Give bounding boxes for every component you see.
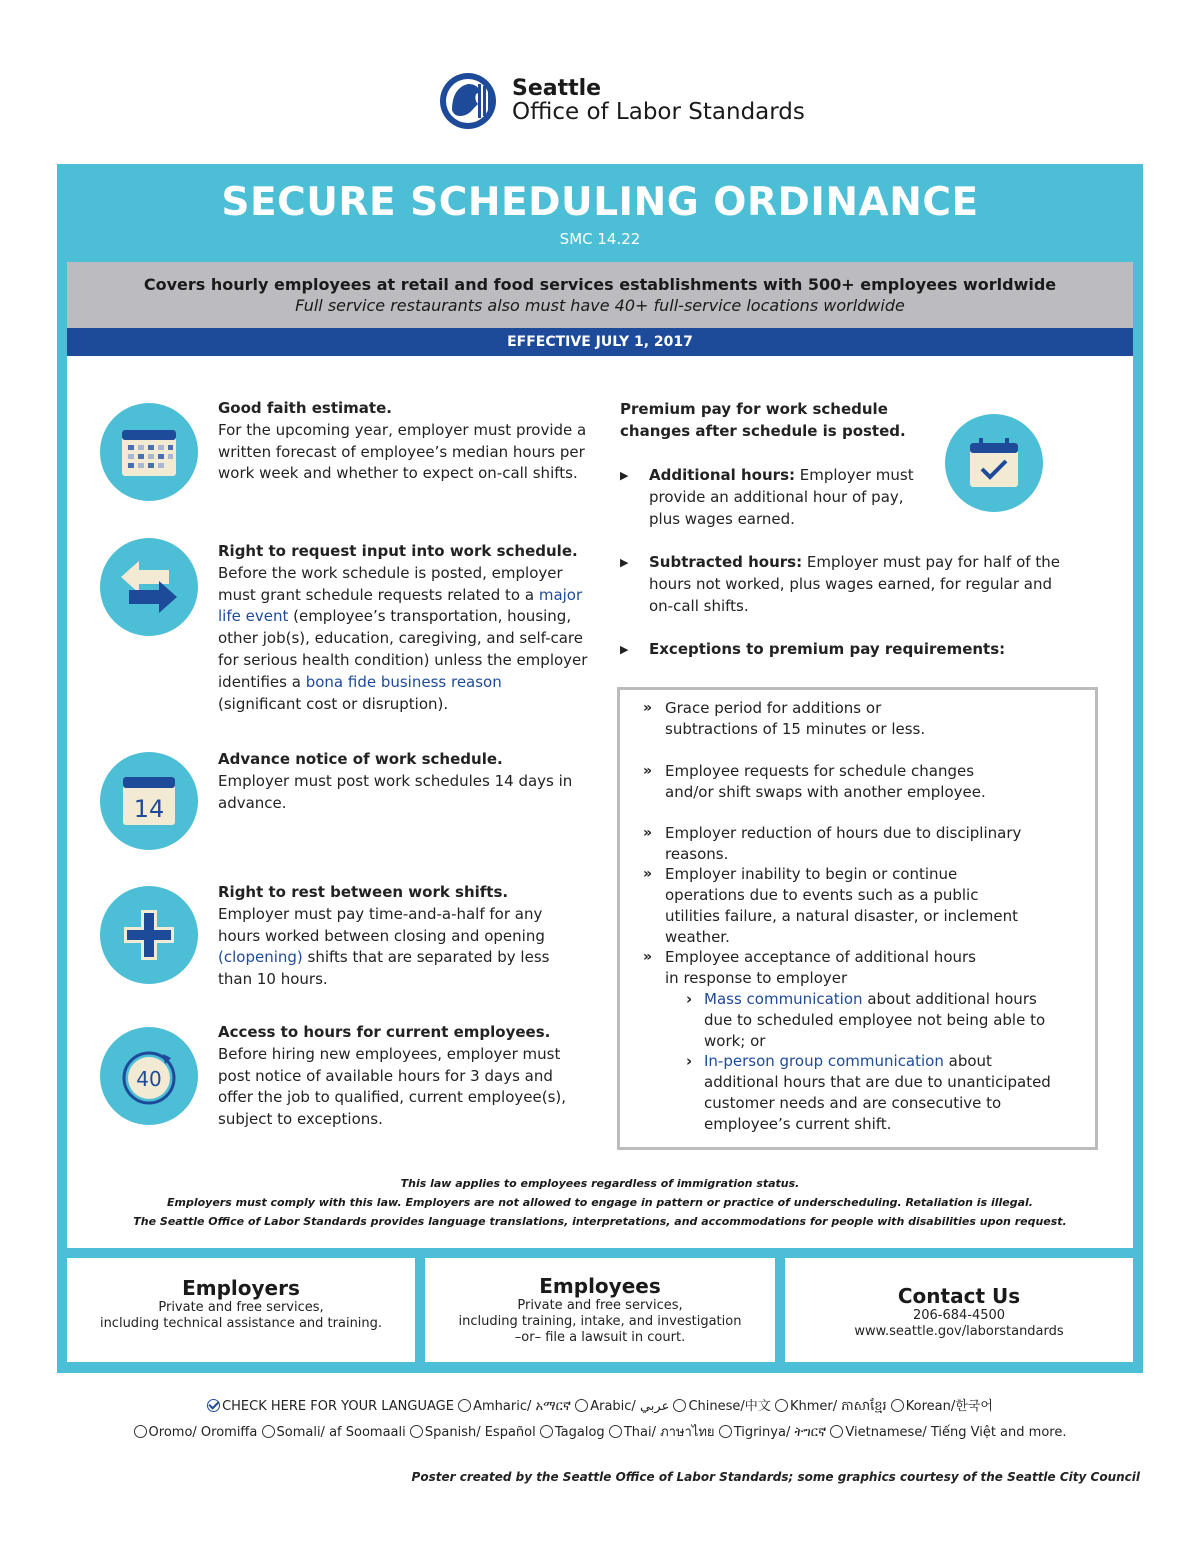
legal-notes — [67, 1174, 1133, 1231]
sub-exception-text: about additional hours due to scheduled employee not being able to work; or — [704, 990, 1046, 1050]
language-radio[interactable] — [891, 1399, 904, 1412]
calendar-14-icon — [121, 773, 177, 829]
language-radio[interactable] — [458, 1399, 471, 1412]
swap-arrows-icon — [117, 557, 181, 617]
right-body: For the upcoming year, employer must provide a written forecast of employee’s median hours per work week and whether to expect on-call shifts. — [218, 420, 587, 483]
right-body: Employer must post work schedules 14 days in advance. — [218, 771, 573, 812]
in-person-group-communication-link[interactable]: In-person group communication — [704, 1052, 944, 1070]
right-body-part: (significant cost or disruption). — [218, 694, 449, 713]
language-radio[interactable] — [134, 1425, 147, 1438]
coverage-line1: Covers hourly employees at retail and food services establishments with 500+ employees worldwide — [143, 275, 1057, 294]
calendar-14-icon-circle — [100, 752, 198, 850]
employees-line3: –or– file a lawsuit in court. — [514, 1330, 686, 1345]
language-option: Amharic/ አማርኛ — [473, 1399, 572, 1414]
calendar-grid-icon — [120, 426, 178, 478]
language-option: Korean/한국어 — [905, 1399, 993, 1414]
chevron-right-icon: › — [686, 1052, 693, 1070]
right-heading: Access to hours for current employees. — [218, 1023, 551, 1041]
calendar-check-icon — [968, 437, 1020, 489]
org-name-line2: Office of Labor Standards — [512, 99, 805, 126]
premium-pay-heading: Premium pay for work schedule changes after schedule is posted. — [620, 400, 906, 440]
seattle-seal-icon — [438, 70, 498, 132]
note-line: The Seattle Office of Labor Standards provides language translations, interpretations, and accommodations for people with disabilities upon request. — [133, 1215, 1067, 1228]
exception-text: Employee acceptance of additional hours in response to employer — [665, 948, 976, 987]
calendar-check-icon-circle — [945, 414, 1043, 512]
right-body-part: (employee’s transportation, housing, other job(s), education, caregiving, and self-care for serious health condition) unless the employer identifies a — [218, 607, 588, 691]
contact-phone: 206-684-4500 — [912, 1308, 1006, 1323]
calendar-day-number: 14 — [133, 795, 165, 823]
right-heading: Good faith estimate. — [218, 399, 392, 417]
language-option: Chinese/中文 — [688, 1399, 771, 1414]
language-radio[interactable] — [719, 1425, 732, 1438]
double-chevron-icon: » — [643, 763, 653, 779]
language-option: Vietnamese/ Tiếng Việt and more. — [845, 1425, 1067, 1440]
premium-bullet-additional-hours — [620, 465, 920, 530]
exception-item — [643, 698, 973, 740]
major-life-event-link[interactable]: major life event — [218, 585, 583, 626]
right-body: Before hiring new employees, employer must post notice of available hours for 3 days and offer the job to qualified, current employee(s), subject to exceptions. — [218, 1044, 567, 1129]
employees-box — [425, 1258, 775, 1362]
plus-icon — [122, 908, 176, 962]
swap-arrows-icon-circle — [100, 538, 198, 636]
effective-date-band: EFFECTIVE JULY 1, 2017 — [67, 328, 1133, 356]
contact-url[interactable]: www.seattle.gov/laborstandards — [854, 1324, 1064, 1339]
bullet-label: Additional hours: — [649, 466, 795, 484]
language-radio[interactable] — [410, 1425, 423, 1438]
language-radio[interactable] — [775, 1399, 788, 1412]
sub-exception-text: about additional hours that are due to unanticipated customer needs and are consecutive to employee’s current shift. — [704, 1052, 1051, 1133]
clopening-link[interactable]: (clopening) — [218, 948, 303, 967]
premium-bullet-subtracted-hours — [620, 552, 1070, 617]
premium-bullet-exceptions — [620, 639, 1070, 661]
triangle-bullet-icon: ▶ — [620, 643, 629, 656]
right-access-to-hours — [218, 1022, 588, 1131]
page-title: SECURE SCHEDULING ORDINANCE — [221, 180, 979, 225]
triangle-bullet-icon: ▶ — [620, 469, 629, 482]
language-radio[interactable] — [609, 1425, 622, 1438]
bullet-label: Subtracted hours: — [649, 553, 803, 571]
language-radio[interactable] — [540, 1425, 553, 1438]
exception-item — [643, 823, 1088, 865]
calendar-grid-icon-circle — [100, 403, 198, 501]
right-body-part: shifts that are separated by less than 10 hours. — [218, 948, 550, 989]
coverage-line2: Full service restaurants also must have 40+ full-service locations worldwide — [295, 296, 905, 315]
language-row-2 — [0, 1421, 1200, 1442]
language-option: Spanish/ Español — [424, 1425, 536, 1440]
double-chevron-icon: » — [643, 949, 653, 965]
language-option: Oromo/ Oromiffa — [148, 1425, 258, 1440]
mass-communication-link[interactable]: Mass communication — [704, 990, 863, 1008]
exception-text: Employer reduction of hours due to disciplinary reasons. — [665, 824, 1022, 863]
contact-heading: Contact Us — [897, 1284, 1021, 1308]
bullet-text: Employer must provide an additional hour of pay, plus wages earned. — [649, 466, 914, 528]
exception-item — [643, 947, 983, 989]
sub-exception-item — [686, 989, 1046, 1052]
timer-40-icon-circle — [100, 1027, 198, 1125]
double-chevron-icon: » — [643, 866, 653, 882]
language-option: Khmer/ ភាសាខ្មែរ — [789, 1399, 887, 1414]
exception-item — [643, 864, 1033, 948]
timer-number: 40 — [136, 1067, 162, 1091]
right-heading: Right to request input into work schedule. — [218, 542, 578, 560]
ordinance-code: SMC 14.22 — [559, 230, 641, 248]
bona-fide-business-reason-link[interactable]: bona fide business reason — [305, 672, 502, 691]
exception-text: Grace period for additions or subtractions of 15 minutes or less. — [665, 699, 926, 738]
employees-line2: including training, intake, and investigation — [458, 1314, 742, 1329]
language-radio[interactable] — [673, 1399, 686, 1412]
note-line: This law applies to employees regardless of immigration status. — [400, 1177, 800, 1190]
sub-exception-item — [686, 1051, 1061, 1135]
contact-box — [785, 1258, 1133, 1362]
employers-line2: including technical assistance and training. — [99, 1316, 383, 1331]
coverage-band — [67, 262, 1133, 328]
employers-heading: Employers — [182, 1276, 300, 1300]
exception-item — [643, 761, 988, 803]
right-heading: Advance notice of work schedule. — [218, 750, 503, 768]
poster-credit: Poster created by the Seattle Office of Labor Standards; some graphics courtesy of the Seattle City Council — [411, 1470, 1140, 1484]
employers-box — [67, 1258, 415, 1362]
org-name-line1: Seattle — [512, 76, 602, 102]
note-line: Employers must comply with this law. Employers are not allowed to engage in pattern or practice of underscheduling. Retaliation is illegal. — [167, 1196, 1033, 1209]
language-option: Thai/ ภาษาไทย — [623, 1425, 715, 1440]
org-logo — [438, 70, 805, 132]
timer-40-icon — [119, 1046, 179, 1106]
language-option: Arabic/ عربي — [590, 1399, 670, 1414]
check-language-label: CHECK HERE FOR YOUR LANGUAGE — [222, 1399, 454, 1414]
chevron-right-icon: › — [686, 990, 693, 1008]
exception-text: Employee requests for schedule changes and/or shift swaps with another employee. — [665, 762, 986, 801]
language-row-1 — [0, 1395, 1200, 1417]
check-language-checkbox[interactable] — [207, 1399, 220, 1412]
employees-heading: Employees — [539, 1274, 661, 1298]
language-option: Tigrinya/ ትግርኛ — [733, 1425, 827, 1440]
language-radio[interactable] — [830, 1425, 843, 1438]
employees-line1: Private and free services, — [517, 1298, 683, 1313]
right-body-part: Before the work schedule is posted, employer must grant schedule requests related to a — [218, 563, 563, 604]
right-advance-notice — [218, 749, 588, 814]
right-heading: Right to rest between work shifts. — [218, 883, 509, 901]
exception-text: Employer inability to begin or continue operations due to events such as a public utilities failure, a natural disaster, or inclement weather. — [665, 865, 1018, 946]
right-request-input — [218, 541, 588, 715]
language-option: Tagalog — [554, 1425, 605, 1440]
bullet-label: Exceptions to premium pay requirements: — [649, 640, 1006, 658]
right-rest-between-shifts — [218, 882, 588, 991]
language-radio[interactable] — [575, 1399, 588, 1412]
double-chevron-icon: » — [643, 825, 653, 841]
language-radio[interactable] — [262, 1425, 275, 1438]
right-body-part: Employer must pay time-and-a-half for any hours worked between closing and opening — [218, 904, 545, 945]
plus-icon-circle — [100, 886, 198, 984]
language-option: Somali/ af Soomaali — [276, 1425, 406, 1440]
bullet-text: Employer must pay for half of the hours not worked, plus wages earned, for regular and on-call shifts. — [649, 553, 1060, 615]
right-good-faith-estimate — [218, 398, 588, 485]
double-chevron-icon: » — [643, 700, 653, 716]
triangle-bullet-icon: ▶ — [620, 556, 629, 569]
employers-line1: Private and free services, — [158, 1300, 324, 1315]
